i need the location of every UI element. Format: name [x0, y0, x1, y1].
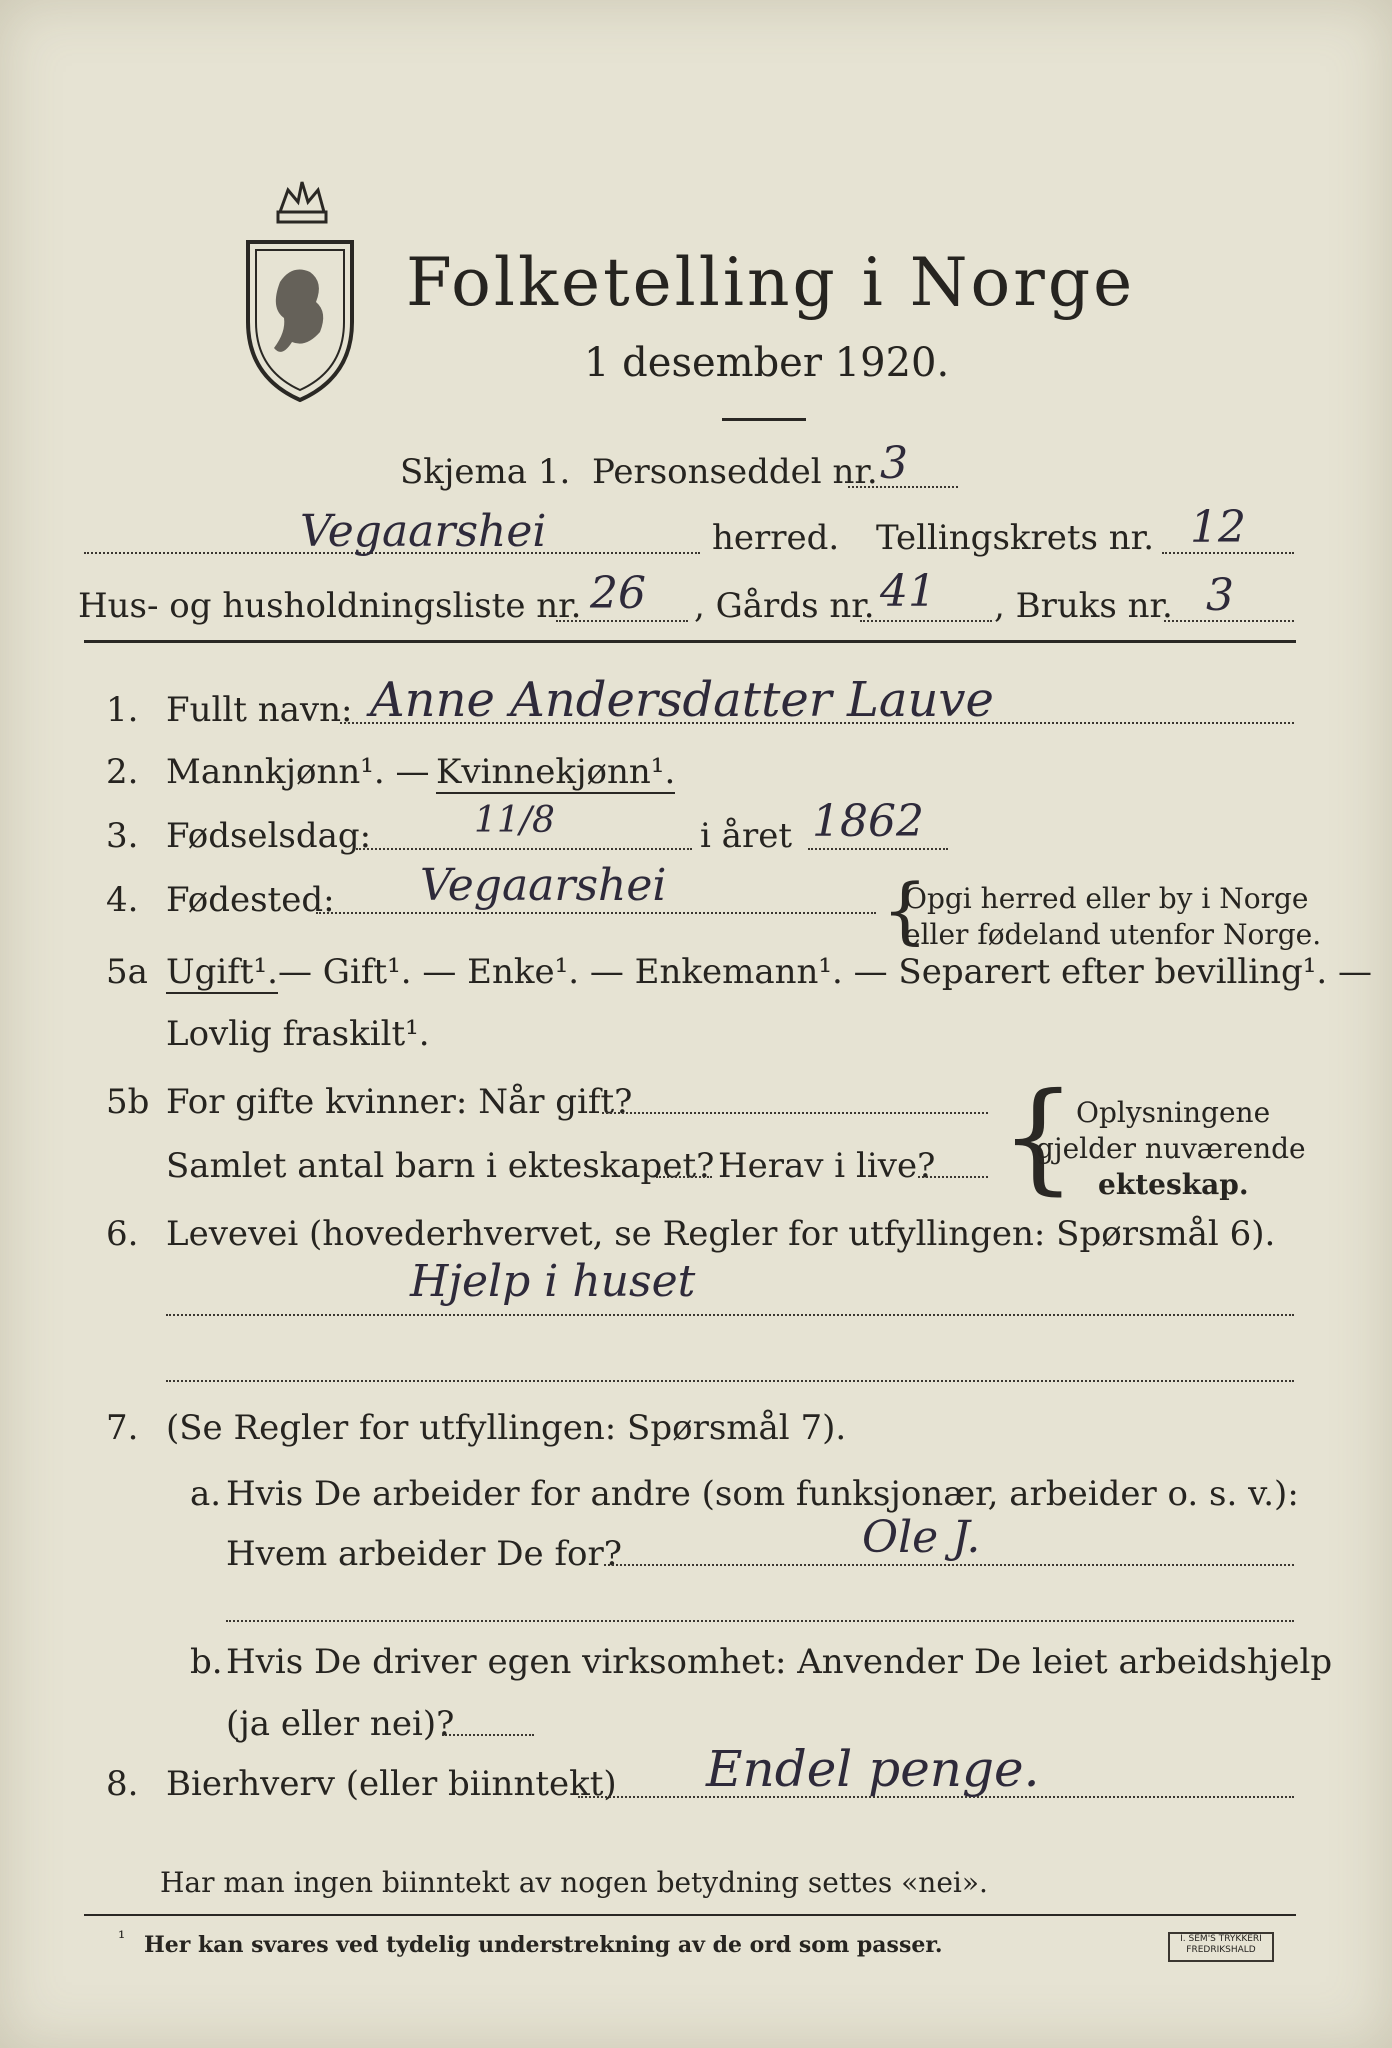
- q4-label: Fødested:: [166, 880, 335, 920]
- q7a-text: Hvis De arbeider for andre (som funksjonær, arbeider o. s. v.):: [226, 1474, 1299, 1514]
- birthdate-value[interactable]: 11/8: [474, 800, 555, 841]
- q5b-alive-label: Herav i live?: [718, 1146, 936, 1186]
- q7b-text: Hvis De driver egen virksomhet: Anvender De leiet arbeidshjelp: [226, 1642, 1333, 1682]
- lovlig-fraskilt-option[interactable]: Lovlig fraskilt¹.: [166, 1014, 430, 1054]
- hus-label: Hus- og husholdningsliste nr.: [78, 586, 582, 626]
- side-income-value[interactable]: Endel penge.: [706, 1740, 1040, 1798]
- q7a-number: a.: [190, 1474, 222, 1514]
- printer-stamp-line1: I. SEM'S TRYKKERI: [1180, 1934, 1262, 1944]
- q4-number: 4.: [106, 880, 139, 920]
- ugift-option[interactable]: Ugift¹.: [166, 952, 278, 992]
- tellingskrets-value[interactable]: 12: [1190, 502, 1246, 553]
- gards-label: , Gårds nr.: [694, 586, 875, 626]
- q6-label: Levevei (hovederhvervet, se Regler for utfyllingen: Spørsmål 6).: [166, 1214, 1276, 1254]
- q4-note-line1: Opgi herred eller by i Norge: [904, 882, 1309, 915]
- q7-number: 7.: [106, 1408, 139, 1448]
- occupation-value[interactable]: Hjelp i huset: [410, 1256, 696, 1307]
- tellingskrets-label: Tellingskrets nr.: [876, 518, 1155, 558]
- employer-value[interactable]: Ole J.: [862, 1512, 981, 1563]
- q5b-note-line2: gjelder nuværende: [1036, 1132, 1306, 1165]
- civil-status-options[interactable]: — Gift¹. — Enke¹. — Enkemann¹. — Separert efter bevilling¹. —: [278, 952, 1373, 992]
- q5a-number: 5a: [106, 952, 148, 992]
- norway-coat-of-arms-icon: [240, 172, 360, 404]
- q1-label: Fullt navn:: [166, 690, 353, 730]
- q4-brace: {: [882, 868, 928, 952]
- hus-value[interactable]: 26: [590, 568, 646, 619]
- q7-label: (Se Regler for utfyllingen: Spørsmål 7).: [166, 1408, 847, 1448]
- schema-label: Skjema 1.: [400, 452, 571, 492]
- mannkjonn-option[interactable]: Mannkjønn¹. —: [166, 752, 430, 792]
- bruks-value[interactable]: 3: [1206, 570, 1234, 621]
- q5b-number: 5b: [106, 1082, 150, 1122]
- census-date: 1 desember 1920.: [584, 340, 950, 386]
- title-divider: [722, 418, 806, 421]
- q2-number: 2.: [106, 752, 139, 792]
- year-label: i året: [700, 816, 792, 856]
- q3-label: Fødselsdag:: [166, 816, 372, 856]
- kvinnekjonn-option[interactable]: Kvinnekjønn¹.: [436, 752, 676, 792]
- full-name-value[interactable]: Anne Andersdatter Lauve: [370, 672, 994, 728]
- q7b-question: (ja eller nei)?: [226, 1704, 455, 1744]
- q5b-note-line3: ekteskap.: [1098, 1168, 1249, 1201]
- bruks-label: , Bruks nr.: [994, 586, 1173, 626]
- birthplace-value[interactable]: Vegaarshei: [420, 860, 667, 911]
- footnote-text: Her kan svares ved tydelig understrekning av de ord som passer.: [144, 1932, 943, 1958]
- printer-stamp: [1168, 1932, 1274, 1962]
- q6-number: 6.: [106, 1214, 139, 1254]
- footnote-mark: ¹: [118, 1928, 126, 1949]
- q5b-children-label: Samlet antal barn i ekteskapet?: [166, 1146, 715, 1186]
- q5b-brace: {: [1000, 1068, 1077, 1207]
- q7a-question: Hvem arbeider De for?: [226, 1534, 622, 1574]
- q4-note-line2: eller fødeland utenfor Norge.: [904, 918, 1322, 951]
- q7b-number: b.: [190, 1642, 223, 1682]
- nei-note: Har man ingen biinntekt av nogen betydning settes «nei».: [160, 1866, 988, 1899]
- q8-number: 8.: [106, 1764, 139, 1804]
- q5b-note-line1: Oplysningene: [1076, 1096, 1271, 1129]
- q8-label: Bierhverv (eller biinntekt): [166, 1764, 617, 1804]
- personseddel-label: Personseddel nr.: [592, 452, 878, 492]
- herred-value[interactable]: Vegaarshei: [300, 506, 547, 557]
- printer-stamp-line2: FREDRIKSHALD: [1186, 1945, 1256, 1955]
- gards-value[interactable]: 41: [880, 566, 936, 617]
- header-divider: [84, 640, 1296, 643]
- form-title: Folketelling i Norge: [406, 244, 1136, 321]
- birthyear-value[interactable]: 1862: [812, 796, 924, 847]
- footnote-divider: [84, 1914, 1296, 1916]
- herred-label: herred.: [712, 518, 840, 558]
- q3-number: 3.: [106, 816, 139, 856]
- q1-number: 1.: [106, 690, 139, 730]
- q5b-married-label: For gifte kvinner: Når gift?: [166, 1082, 633, 1122]
- personseddel-value[interactable]: 3: [880, 438, 908, 489]
